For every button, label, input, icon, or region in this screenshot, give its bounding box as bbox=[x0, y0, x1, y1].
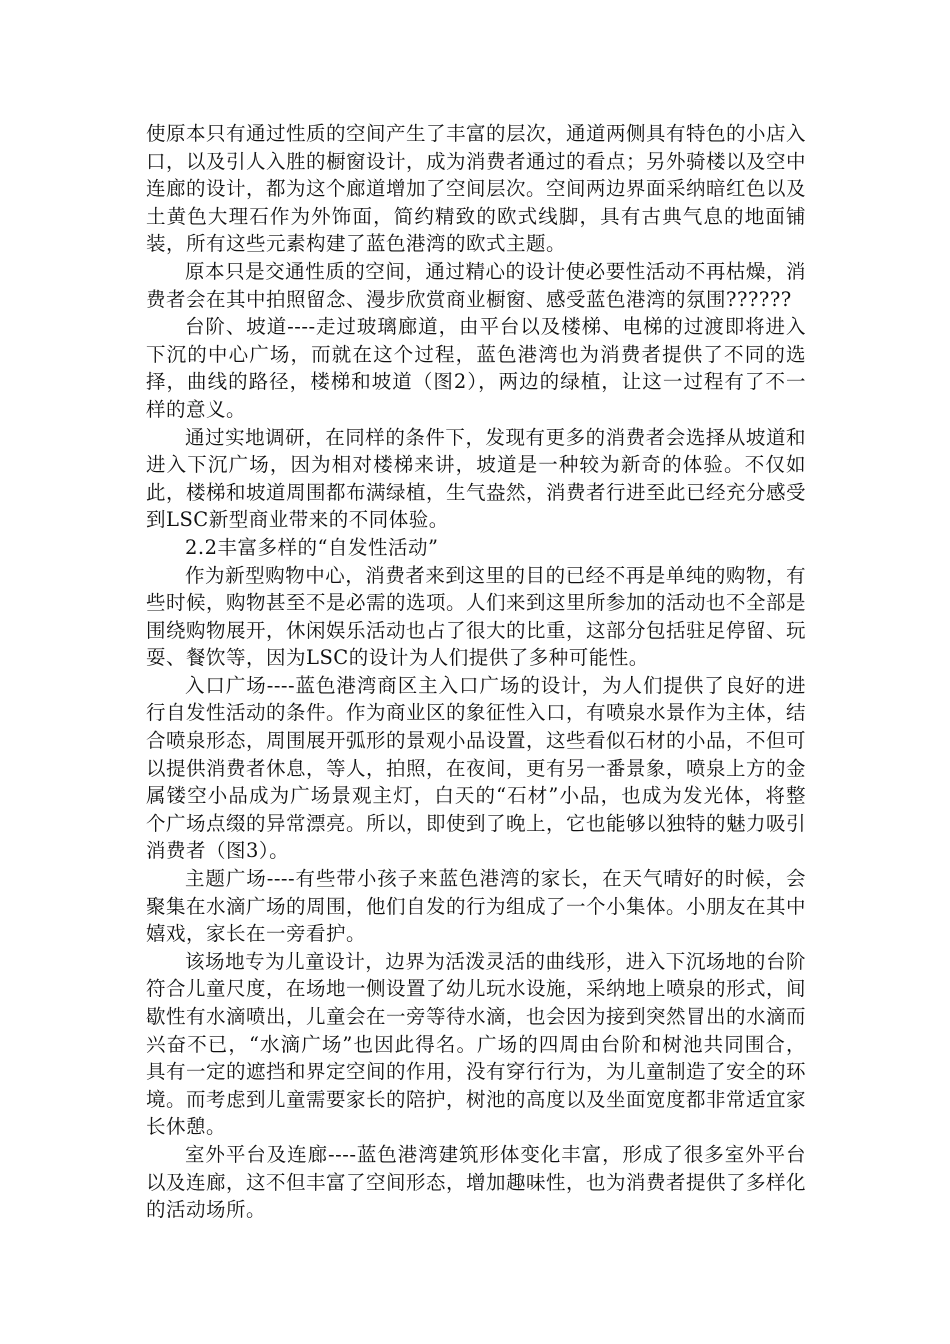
paragraph-9: 室外平台及连廊----蓝色港湾建筑形体变化丰富，形成了很多室外平台以及连廊，这不但丰富了空间形态，增加趣味性，也为消费者提供了多样化的活动场所。 bbox=[146, 1142, 807, 1222]
section-heading: 2.2丰富多样的“自发性活动” bbox=[185, 535, 439, 559]
paragraph-2: 原本只是交通性质的空间，通过精心的设计使必要性活动不再枯燥，消费者会在其中拍照留念、漫步欣赏商业橱窗、感受蓝色港湾的氛围?????? bbox=[146, 259, 806, 311]
paragraph-1: 使原本只有通过性质的空间产生了丰富的层次，通道两侧具有特色的小店入口，以及引人入胜的橱窗设计，成为消费者通过的看点；另外骑楼以及空中连廊的设计，都为这个廊道增加了空间层次。空间两边界面采纳暗红色以及土黄色大理石作为外饰面，简约精致的欧式线脚，具有古典气息的地面铺装，所有这些元素构建了蓝色港湾的欧式主题。 bbox=[146, 122, 807, 256]
paragraph-5: 作为新型购物中心，消费者来到这里的目的已经不再是单纯的购物，有些时候，购物甚至不是必需的选项。人们来到这里所参加的活动也不全部是围绕购物展开，休闲娱乐活动也占了很大的比重，这部分包括驻足停留、玩耍、餐饮等，因为LSC的设计为人们提供了多种可能性。 bbox=[146, 563, 807, 670]
paragraph-8: 该场地专为儿童设计，边界为活泼灵活的曲线形，进入下沉场地的台阶符合儿童尺度，在场地一侧设置了幼儿玩水设施，采纳地上喷泉的形式，间歇性有水滴喷出，儿童会在一旁等待水滴，也会因为接到突然冒出的水滴而兴奋不已，“水滴广场”也因此得名。广场的四周由台阶和树池共同围合，具有一定的遮挡和界定空间的作用，没有穿行行为，为儿童制造了安全的环境。而考虑到儿童需要家长的陪护，树池的高度以及坐面宽度都非常适宜家长休憩。 bbox=[146, 949, 807, 1139]
document-body bbox=[146, 120, 806, 1224]
paragraph-3: 台阶、坡道----走过玻璃廊道，由平台以及楼梯、电梯的过渡即将进入下沉的中心广场，而就在这个过程，蓝色港湾也为消费者提供了不同的选择，曲线的路径，楼梯和坡道（图2），两边的绿植，让这一过程有了不一样的意义。 bbox=[146, 315, 806, 421]
paragraph-4: 通过实地调研，在同样的条件下，发现有更多的消费者会选择从坡道和进入下沉广场，因为相对楼梯来讲，坡道是一种较为新奇的体验。不仅如此，楼梯和坡道周围都布满绿植，生气盎然，消费者行进至此已经充分感受到LSC新型商业带来的不同体验。 bbox=[146, 425, 807, 532]
paragraph-6: 入口广场----蓝色港湾商区主入口广场的设计，为人们提供了良好的进行自发性活动的条件。作为商业区的象征性入口，有喷泉水景作为主体，结合喷泉形态，周围展开弧形的景观小品设置，这些看似石材的小品，不但可以提供消费者休息，等人，拍照，在夜间，更有另一番景象，喷泉上方的金属镂空小品成为广场景观主灯，白天的“石材”小品，也成为发光体，将整个广场点缀的异常漂亮。所以，即使到了晚上，它也能够以独特的魅力吸引消费者（图3）。 bbox=[146, 673, 807, 863]
paragraph-7: 主题广场----有些带小孩子来蓝色港湾的家长，在天气晴好的时候，会聚集在水滴广场的周围，他们自发的行为组成了一个小集体。小朋友在其中嬉戏，家长在一旁看护。 bbox=[146, 867, 807, 946]
